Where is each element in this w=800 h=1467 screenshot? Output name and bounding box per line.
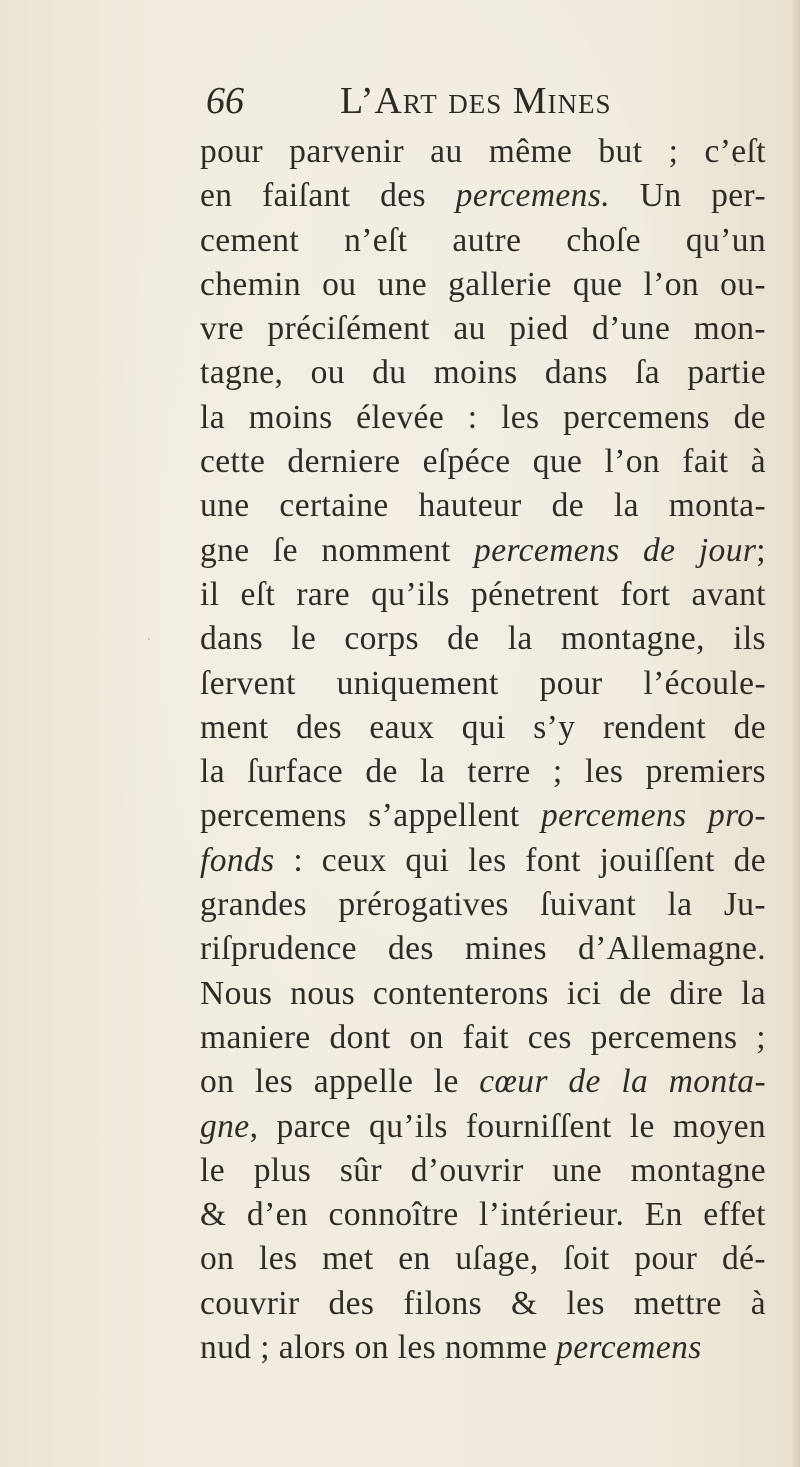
- text-run: : ceux qui les font jouiſſent de: [274, 841, 766, 879]
- text-line: [200, 529, 766, 573]
- running-head: L’Art des Mines: [340, 80, 612, 122]
- text-run: la ſurface de la terre ; les premiers: [200, 753, 766, 791]
- text-run: gne ſe nomment: [200, 531, 475, 569]
- text-run: la moins élevée : les percemens de: [200, 398, 766, 436]
- text-run: en faiſant des: [200, 177, 456, 215]
- text-line: [200, 1193, 766, 1237]
- page-number: 66: [206, 80, 244, 122]
- text-run: ſervent uniquement pour l’écoule-: [200, 664, 766, 702]
- text-run: chemin ou une gallerie que l’on ou-: [200, 265, 766, 303]
- text-run: on les appelle le: [200, 1063, 480, 1101]
- text-line: [200, 1016, 766, 1060]
- text-run: , parce qu’ils fourniſſent le moyen: [249, 1107, 766, 1145]
- italic-text-run: percemens pro-: [540, 797, 766, 835]
- text-line: [200, 617, 766, 661]
- text-run: maniere dont on fait ces percemens ;: [200, 1018, 766, 1056]
- text-line: [200, 883, 766, 927]
- text-run: vre préciſément au pied d’une mon-: [200, 310, 766, 348]
- text-run: cette derniere eſpéce que l’on fait à: [200, 443, 766, 481]
- text-run: ;: [756, 531, 766, 569]
- body-text: [200, 130, 766, 1370]
- text-run: Nous nous contenterons ici de dire la: [200, 974, 766, 1012]
- italic-text-run: percemens de jour: [474, 531, 757, 569]
- text-line: [200, 662, 766, 706]
- italic-text-run: percemens.: [455, 177, 611, 215]
- text-run: il eſt rare qu’ils pénetrent fort avant: [200, 575, 766, 613]
- text-run: couvrir des filons & les mettre à: [200, 1284, 766, 1322]
- text-run: pour parvenir au même but ; c’eſt: [200, 133, 766, 170]
- text-line: [200, 263, 766, 307]
- paper-speck: [442, 1358, 444, 1360]
- text-run: grandes prérogatives ſuivant la Ju-: [200, 886, 766, 924]
- text-line: [200, 573, 766, 617]
- text-line: [200, 1237, 766, 1281]
- text-run: une certaine hauteur de la monta-: [200, 487, 766, 525]
- text-line: [200, 1282, 766, 1326]
- text-run: tagne, ou du moins dans ſa partie: [200, 354, 766, 392]
- text-run: riſprudence des mines d’Allemagne.: [200, 930, 766, 968]
- paper-speck: [148, 638, 150, 640]
- text-run: ment des eaux qui s’y rendent de: [200, 708, 766, 746]
- text-line: [200, 484, 766, 528]
- italic-text-run: percemens: [556, 1329, 702, 1367]
- text-run: cement n’eſt autre choſe qu’un: [200, 221, 766, 259]
- text-line: [200, 1149, 766, 1193]
- italic-text-run: fonds: [200, 841, 275, 879]
- text-line: [200, 972, 766, 1016]
- text-run: le plus sûr d’ouvrir une montagne: [200, 1151, 766, 1189]
- text-line: [200, 750, 766, 794]
- text-line: [200, 174, 766, 218]
- text-line: [200, 1105, 766, 1149]
- text-run: on les met en uſage, ſoit pour dé-: [200, 1240, 766, 1278]
- paper-speck: [734, 164, 736, 166]
- page-header: [206, 78, 766, 128]
- text-run: Un per-: [610, 177, 766, 215]
- text-run: nud ; alors on les nomme: [200, 1329, 557, 1367]
- text-line: [200, 219, 766, 263]
- page-edge-shadow: [790, 0, 800, 1467]
- text-line: [200, 794, 766, 838]
- text-line: [200, 130, 766, 174]
- text-line: [200, 839, 766, 883]
- text-line: [200, 396, 766, 440]
- text-line: [200, 927, 766, 971]
- text-line: [200, 1060, 766, 1104]
- text-run: & d’en connoître l’intérieur. En effet: [200, 1196, 766, 1234]
- text-line: [200, 1326, 766, 1370]
- text-run: percemens s’appellent: [200, 797, 541, 835]
- italic-text-run: cœur de la monta-: [479, 1063, 767, 1101]
- text-line: [200, 351, 766, 395]
- text-run: dans le corps de la montagne, ils: [200, 620, 766, 658]
- text-line: [200, 440, 766, 484]
- text-line: [200, 706, 766, 750]
- italic-text-run: gne: [200, 1107, 250, 1145]
- text-line: [200, 307, 766, 351]
